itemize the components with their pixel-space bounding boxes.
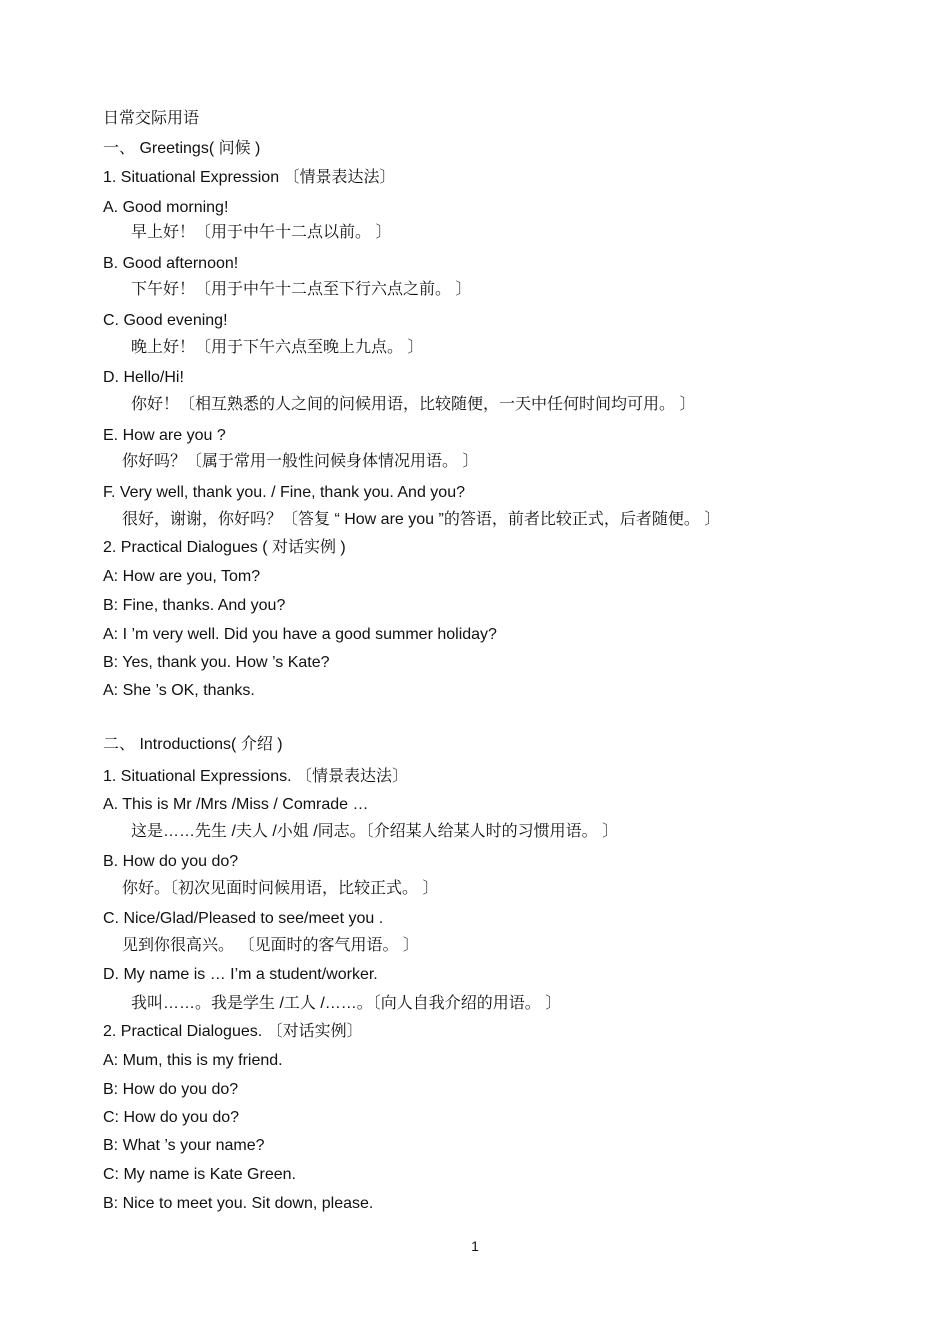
expression-a-english: A. Good morning! bbox=[103, 199, 229, 216]
expression-e-chinese: 你好吗？〔属于常用一般性问候身体情况用语。 〕 bbox=[122, 453, 479, 470]
expression-d-chinese: 你好！〔相互熟悉的人之间的问候用语，比较随便，一天中任何时间均可用。 〕 bbox=[131, 396, 696, 413]
subheading-situational-expressions: 1. Situational Expressions. 〔情景表达法〕 bbox=[103, 768, 408, 785]
dialogue-line: B: Nice to meet you. Sit down, please. bbox=[103, 1195, 374, 1212]
subheading-practical-dialogues-2: 2. Practical Dialogues. 〔对话实例〕 bbox=[103, 1023, 363, 1040]
expression-b-chinese: 下午好！〔用于中午十二点至下行六点之前。 〕 bbox=[131, 281, 472, 298]
intro-expression-b-chinese: 你好。〔初次见面时问候用语，比较正式。 〕 bbox=[122, 880, 439, 897]
intro-expression-a-chinese: 这是……先生 /夫人 /小姐 /同志。〔介绍某人给某人时的习惯用语。 〕 bbox=[131, 823, 619, 840]
dialogue-line: B: How do you do? bbox=[103, 1081, 239, 1098]
dialogue-line: B: What ’s your name? bbox=[103, 1137, 265, 1154]
dialogue-line: B: Fine, thanks. And you? bbox=[103, 597, 286, 614]
intro-expression-c-english: C. Nice/Glad/Pleased to see/meet you . bbox=[103, 910, 384, 927]
page-number: 1 bbox=[471, 1238, 479, 1254]
intro-expression-c-chinese: 见到你很高兴。 〔见面时的客气用语。 〕 bbox=[122, 937, 419, 954]
expression-c-chinese: 晚上好！〔用于下午六点至晚上九点。 〕 bbox=[131, 339, 424, 356]
section-heading-introductions: 二、 Introductions( 介绍 ) bbox=[103, 736, 283, 753]
intro-expression-d-chinese: 我叫……。我是学生 /工人 /……。〔向人自我介绍的用语。 〕 bbox=[131, 995, 562, 1012]
section-heading-greetings: 一、 Greetings( 问候 ) bbox=[103, 140, 261, 157]
intro-expression-b-english: B. How do you do? bbox=[103, 853, 239, 870]
intro-expression-d-english: D. My name is … I’m a student/worker. bbox=[103, 966, 378, 983]
subheading-practical-dialogues: 2. Practical Dialogues ( 对话实例 ) bbox=[103, 539, 346, 556]
expression-c-english: C. Good evening! bbox=[103, 312, 228, 329]
expression-a-chinese: 早上好！〔用于中午十二点以前。 〕 bbox=[131, 224, 392, 241]
dialogue-line: A: Mum, this is my friend. bbox=[103, 1052, 283, 1069]
dialogue-line: C: My name is Kate Green. bbox=[103, 1166, 296, 1183]
dialogue-line: C: How do you do? bbox=[103, 1109, 240, 1126]
expression-f-english: F. Very well, thank you. / Fine, thank you. And you? bbox=[103, 484, 465, 501]
dialogue-line: B: Yes, thank you. How ’s Kate? bbox=[103, 654, 330, 671]
expression-f-chinese: 很好，谢谢，你好吗？〔答复 “ How are you ”的答语，前者比较正式，后者随便。 〕 bbox=[122, 511, 721, 528]
intro-expression-a-english: A. This is Mr /Mrs /Miss / Comrade … bbox=[103, 796, 369, 813]
expression-b-english: B. Good afternoon! bbox=[103, 255, 239, 272]
dialogue-line: A: I ’m very well. Did you have a good summer holiday? bbox=[103, 626, 497, 643]
dialogue-line: A: How are you, Tom? bbox=[103, 568, 261, 585]
subheading-situational-expression: 1. Situational Expression 〔情景表达法〕 bbox=[103, 169, 396, 186]
dialogue-line: A: She ’s OK, thanks. bbox=[103, 682, 255, 699]
expression-d-english: D. Hello/Hi! bbox=[103, 369, 184, 386]
expression-e-english: E. How are you ? bbox=[103, 427, 226, 444]
document-title: 日常交际用语 bbox=[103, 110, 200, 127]
